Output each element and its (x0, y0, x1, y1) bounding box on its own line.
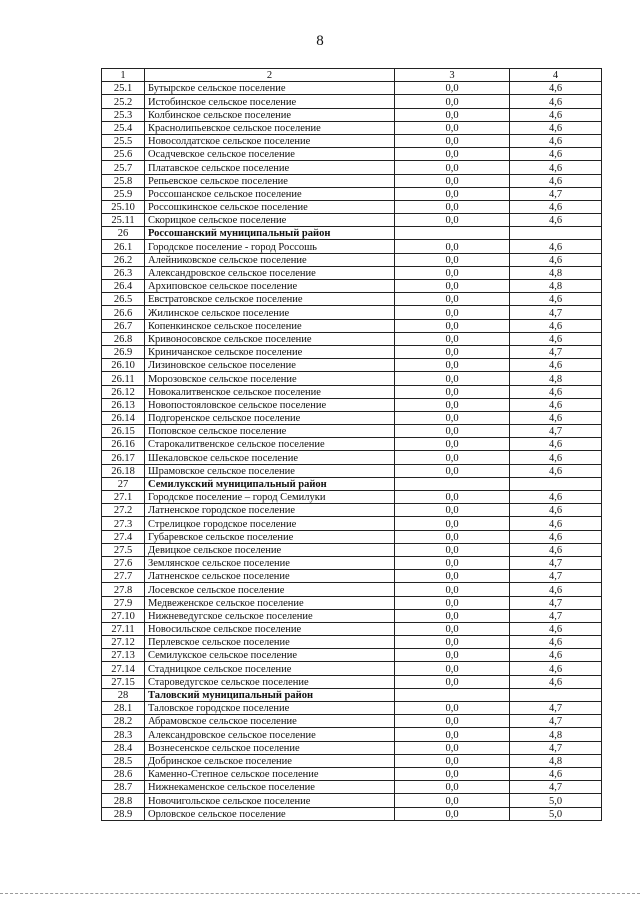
value-col-4: 4,6 (510, 530, 602, 543)
row-number: 26.11 (102, 372, 145, 385)
value-col-3: 0,0 (395, 781, 510, 794)
settlement-name: Копенкинское сельское поселение (145, 319, 395, 332)
value-col-4: 4,6 (510, 148, 602, 161)
header-row (102, 69, 602, 82)
row-number: 26.5 (102, 293, 145, 306)
row-number: 27.4 (102, 530, 145, 543)
table-row (102, 622, 602, 635)
value-col-3: 0,0 (395, 583, 510, 596)
value-col-3: 0,0 (395, 425, 510, 438)
row-number: 28.1 (102, 702, 145, 715)
settlement-name: Перлевское сельское поселение (145, 636, 395, 649)
row-number: 25.11 (102, 214, 145, 227)
row-number: 27.12 (102, 636, 145, 649)
row-number: 27.8 (102, 583, 145, 596)
table-row (102, 570, 602, 583)
value-col-4: 4,6 (510, 583, 602, 596)
value-col-3: 0,0 (395, 411, 510, 424)
row-number: 26.17 (102, 451, 145, 464)
table-row (102, 161, 602, 174)
value-col-4: 4,7 (510, 425, 602, 438)
settlement-name: Латненское городское поселение (145, 504, 395, 517)
table-row (102, 411, 602, 424)
settlement-name: Девицкое сельское поселение (145, 543, 395, 556)
settlement-name: Скорицкое сельское поселение (145, 214, 395, 227)
settlement-name: Платавское сельское поселение (145, 161, 395, 174)
table-row (102, 675, 602, 688)
settlement-name: Нижнекаменское сельское поселение (145, 781, 395, 794)
settlement-name: Подгоренское сельское поселение (145, 411, 395, 424)
row-number: 27.15 (102, 675, 145, 688)
settlement-name: Каменно-Степное сельское поселение (145, 767, 395, 780)
value-col-3: 0,0 (395, 359, 510, 372)
row-number: 27.11 (102, 622, 145, 635)
value-col-3: 0,0 (395, 767, 510, 780)
row-number: 27.2 (102, 504, 145, 517)
value-col-4: 4,6 (510, 504, 602, 517)
row-number: 26.16 (102, 438, 145, 451)
value-col-3: 0,0 (395, 491, 510, 504)
table-row (102, 372, 602, 385)
settlement-name: Добринское сельское поселение (145, 754, 395, 767)
table-row (102, 280, 602, 293)
value-col-3: 0,0 (395, 504, 510, 517)
settlement-name: Старокалитвенское сельское поселение (145, 438, 395, 451)
value-col-3: 0,0 (395, 438, 510, 451)
table-row (102, 702, 602, 715)
value-col-3: 0,0 (395, 530, 510, 543)
value-col-4: 4,6 (510, 767, 602, 780)
settlement-name: Истобинское сельское поселение (145, 95, 395, 108)
settlement-name: Новопостояловское сельское поселение (145, 398, 395, 411)
value-col-3: 0,0 (395, 161, 510, 174)
value-col-4: 4,6 (510, 108, 602, 121)
settlement-name: Губаревское сельское поселение (145, 530, 395, 543)
settlement-name: Александровское сельское поселение (145, 728, 395, 741)
value-col-3: 0,0 (395, 306, 510, 319)
value-col-4: 4,6 (510, 332, 602, 345)
row-number: 27.10 (102, 609, 145, 622)
value-col-3: 0,0 (395, 570, 510, 583)
value-col-4: 4,8 (510, 280, 602, 293)
settlement-name: Семилукский муниципальный район (145, 477, 395, 490)
district-row (102, 688, 602, 701)
value-col-4: 4,6 (510, 464, 602, 477)
table-row (102, 214, 602, 227)
value-col-4: 4,6 (510, 491, 602, 504)
value-col-3: 0,0 (395, 741, 510, 754)
row-number: 28.9 (102, 807, 145, 820)
settlement-name: Латненское сельское поселение (145, 570, 395, 583)
row-number: 28.3 (102, 728, 145, 741)
table-row (102, 596, 602, 609)
value-col-4: 4,6 (510, 253, 602, 266)
value-col-3: 0,0 (395, 649, 510, 662)
table-row (102, 332, 602, 345)
district-row (102, 477, 602, 490)
settlement-name: Россошанское сельское поселение (145, 187, 395, 200)
value-col-4 (510, 227, 602, 240)
row-number: 28.7 (102, 781, 145, 794)
row-number: 27.5 (102, 543, 145, 556)
value-col-3: 0,0 (395, 556, 510, 569)
table-row (102, 715, 602, 728)
row-number: 28.2 (102, 715, 145, 728)
value-col-3: 0,0 (395, 451, 510, 464)
settlement-name: Жилинское сельское поселение (145, 306, 395, 319)
row-number: 26.6 (102, 306, 145, 319)
row-number: 27.3 (102, 517, 145, 530)
table-row (102, 306, 602, 319)
table-row (102, 504, 602, 517)
table-row (102, 517, 602, 530)
value-col-4: 4,6 (510, 398, 602, 411)
value-col-4: 5,0 (510, 807, 602, 820)
value-col-3: 0,0 (395, 543, 510, 556)
header-col-3: 3 (395, 69, 510, 82)
value-col-4: 4,6 (510, 319, 602, 332)
settlement-name: Новосильское сельское поселение (145, 622, 395, 635)
settlement-name: Поповское сельское поселение (145, 425, 395, 438)
settlement-name: Новочигольское сельское поселение (145, 794, 395, 807)
table-row (102, 266, 602, 279)
value-col-4: 4,8 (510, 372, 602, 385)
value-col-3: 0,0 (395, 319, 510, 332)
settlement-name: Новокалитвенское сельское поселение (145, 385, 395, 398)
table-row (102, 345, 602, 358)
value-col-3: 0,0 (395, 675, 510, 688)
table-row (102, 636, 602, 649)
value-col-3: 0,0 (395, 715, 510, 728)
table-row (102, 187, 602, 200)
value-col-4: 4,6 (510, 411, 602, 424)
row-number: 26.7 (102, 319, 145, 332)
value-col-3: 0,0 (395, 95, 510, 108)
value-col-4: 4,6 (510, 385, 602, 398)
value-col-4: 4,8 (510, 728, 602, 741)
table-row (102, 781, 602, 794)
value-col-4: 4,6 (510, 636, 602, 649)
row-number: 27.1 (102, 491, 145, 504)
settlement-name: Осадчевское сельское поселение (145, 148, 395, 161)
row-number: 25.8 (102, 174, 145, 187)
row-number: 26 (102, 227, 145, 240)
row-number: 28.4 (102, 741, 145, 754)
table-row (102, 200, 602, 213)
table-row (102, 359, 602, 372)
settlement-name: Лосевское сельское поселение (145, 583, 395, 596)
settlement-name: Староведугское сельское поселение (145, 675, 395, 688)
value-col-4: 4,6 (510, 517, 602, 530)
value-col-4: 4,6 (510, 662, 602, 675)
value-col-4: 4,8 (510, 266, 602, 279)
row-number: 25.7 (102, 161, 145, 174)
table-row (102, 121, 602, 134)
row-number: 26.18 (102, 464, 145, 477)
settlement-name: Городское поселение – город Семилуки (145, 491, 395, 504)
value-col-3 (395, 227, 510, 240)
value-col-3: 0,0 (395, 622, 510, 635)
value-col-4: 4,6 (510, 622, 602, 635)
value-col-4 (510, 688, 602, 701)
row-number: 27.13 (102, 649, 145, 662)
table-row (102, 556, 602, 569)
settlement-name: Семилукское сельское поселение (145, 649, 395, 662)
row-number: 25.9 (102, 187, 145, 200)
value-col-4: 5,0 (510, 794, 602, 807)
table-row (102, 543, 602, 556)
value-col-4: 4,6 (510, 174, 602, 187)
table-row (102, 741, 602, 754)
value-col-4: 4,7 (510, 596, 602, 609)
settlement-name: Вознесенское сельское поселение (145, 741, 395, 754)
settlement-name: Новосолдатское сельское поселение (145, 134, 395, 147)
value-col-3: 0,0 (395, 807, 510, 820)
value-col-3 (395, 477, 510, 490)
value-col-3: 0,0 (395, 609, 510, 622)
settlement-name: Городское поселение - город Россошь (145, 240, 395, 253)
value-col-3: 0,0 (395, 794, 510, 807)
table-row (102, 728, 602, 741)
value-col-4: 4,7 (510, 187, 602, 200)
row-number: 25.10 (102, 200, 145, 213)
value-col-4: 4,6 (510, 675, 602, 688)
value-col-4: 4,6 (510, 240, 602, 253)
table-row (102, 583, 602, 596)
value-col-4: 4,6 (510, 134, 602, 147)
table-row (102, 491, 602, 504)
row-number: 26.14 (102, 411, 145, 424)
settlements-table (101, 68, 602, 821)
table-row (102, 293, 602, 306)
table-row (102, 609, 602, 622)
row-number: 25.6 (102, 148, 145, 161)
value-col-3: 0,0 (395, 214, 510, 227)
row-number: 25.2 (102, 95, 145, 108)
value-col-3: 0,0 (395, 253, 510, 266)
value-col-3: 0,0 (395, 293, 510, 306)
table-row (102, 794, 602, 807)
row-number: 26.2 (102, 253, 145, 266)
value-col-3: 0,0 (395, 266, 510, 279)
value-col-4: 4,8 (510, 754, 602, 767)
table-row (102, 451, 602, 464)
table-row (102, 649, 602, 662)
value-col-3: 0,0 (395, 240, 510, 253)
table-row (102, 148, 602, 161)
value-col-4: 4,6 (510, 359, 602, 372)
value-col-3: 0,0 (395, 464, 510, 477)
value-col-4: 4,7 (510, 570, 602, 583)
settlement-name: Шрамовское сельское поселение (145, 464, 395, 477)
value-col-3: 0,0 (395, 108, 510, 121)
settlement-name: Таловский муниципальный район (145, 688, 395, 701)
value-col-3: 0,0 (395, 636, 510, 649)
header-col-1: 1 (102, 69, 145, 82)
value-col-3: 0,0 (395, 754, 510, 767)
value-col-4: 4,7 (510, 306, 602, 319)
settlement-name: Морозовское сельское поселение (145, 372, 395, 385)
value-col-4: 4,6 (510, 438, 602, 451)
row-number: 27.6 (102, 556, 145, 569)
value-col-4: 4,7 (510, 781, 602, 794)
row-number: 26.3 (102, 266, 145, 279)
settlement-name: Абрамовское сельское поселение (145, 715, 395, 728)
row-number: 28.8 (102, 794, 145, 807)
row-number: 27.7 (102, 570, 145, 583)
value-col-3: 0,0 (395, 662, 510, 675)
value-col-3: 0,0 (395, 517, 510, 530)
settlement-name: Александровское сельское поселение (145, 266, 395, 279)
table-row (102, 82, 602, 95)
value-col-4: 4,6 (510, 161, 602, 174)
table-row (102, 319, 602, 332)
value-col-3: 0,0 (395, 398, 510, 411)
settlement-name: Орловское сельское поселение (145, 807, 395, 820)
settlement-name: Лизиновское сельское поселение (145, 359, 395, 372)
settlement-name: Евстратовское сельское поселение (145, 293, 395, 306)
header-col-2: 2 (145, 69, 395, 82)
value-col-3: 0,0 (395, 121, 510, 134)
settlement-name: Стрелицкое городское поселение (145, 517, 395, 530)
district-row (102, 227, 602, 240)
value-col-4: 4,6 (510, 95, 602, 108)
value-col-3 (395, 688, 510, 701)
value-col-4: 4,6 (510, 200, 602, 213)
row-number: 25.4 (102, 121, 145, 134)
table-row (102, 662, 602, 675)
value-col-3: 0,0 (395, 134, 510, 147)
table-row (102, 240, 602, 253)
value-col-3: 0,0 (395, 728, 510, 741)
row-number: 28.6 (102, 767, 145, 780)
value-col-3: 0,0 (395, 148, 510, 161)
value-col-4: 4,6 (510, 214, 602, 227)
row-number: 26.10 (102, 359, 145, 372)
settlement-name: Алейниковское сельское поселение (145, 253, 395, 266)
settlement-name: Кривоносовское сельское поселение (145, 332, 395, 345)
row-number: 27 (102, 477, 145, 490)
value-col-4: 4,7 (510, 556, 602, 569)
row-number: 26.15 (102, 425, 145, 438)
header-col-4: 4 (510, 69, 602, 82)
row-number: 28 (102, 688, 145, 701)
value-col-3: 0,0 (395, 372, 510, 385)
value-col-4: 4,7 (510, 702, 602, 715)
table-row (102, 767, 602, 780)
value-col-3: 0,0 (395, 702, 510, 715)
table-row (102, 425, 602, 438)
settlement-name: Репьевское сельское поселение (145, 174, 395, 187)
settlement-name: Архиповское сельское поселение (145, 280, 395, 293)
value-col-3: 0,0 (395, 332, 510, 345)
settlement-name: Шекаловское сельское поселение (145, 451, 395, 464)
value-col-4 (510, 477, 602, 490)
table-row (102, 530, 602, 543)
row-number: 26.13 (102, 398, 145, 411)
table-row (102, 398, 602, 411)
settlement-name: Криничанское сельское поселение (145, 345, 395, 358)
table-row (102, 134, 602, 147)
value-col-3: 0,0 (395, 280, 510, 293)
value-col-4: 4,7 (510, 609, 602, 622)
table-row (102, 253, 602, 266)
row-number: 27.14 (102, 662, 145, 675)
table-row (102, 807, 602, 820)
table-row (102, 464, 602, 477)
value-col-3: 0,0 (395, 187, 510, 200)
settlement-name: Медвеженское сельское поселение (145, 596, 395, 609)
page-number: 8 (316, 33, 324, 49)
row-number: 27.9 (102, 596, 145, 609)
value-col-4: 4,7 (510, 345, 602, 358)
settlement-name: Нижневедугское сельское поселение (145, 609, 395, 622)
row-number: 26.1 (102, 240, 145, 253)
table-body (102, 69, 602, 821)
value-col-3: 0,0 (395, 82, 510, 95)
row-number: 26.12 (102, 385, 145, 398)
value-col-3: 0,0 (395, 200, 510, 213)
value-col-3: 0,0 (395, 174, 510, 187)
row-number: 26.8 (102, 332, 145, 345)
value-col-4: 4,6 (510, 82, 602, 95)
row-number: 28.5 (102, 754, 145, 767)
table-row (102, 438, 602, 451)
table-row (102, 108, 602, 121)
value-col-4: 4,7 (510, 741, 602, 754)
settlement-name: Стадницкое сельское поселение (145, 662, 395, 675)
value-col-4: 4,6 (510, 121, 602, 134)
settlement-name: Бутырское сельское поселение (145, 82, 395, 95)
row-number: 25.5 (102, 134, 145, 147)
row-number: 25.1 (102, 82, 145, 95)
settlement-name: Землянское сельское поселение (145, 556, 395, 569)
row-number: 26.9 (102, 345, 145, 358)
row-number: 26.4 (102, 280, 145, 293)
row-number: 25.3 (102, 108, 145, 121)
table-row (102, 174, 602, 187)
value-col-3: 0,0 (395, 345, 510, 358)
table-row (102, 95, 602, 108)
settlement-name: Краснолипьевское сельское поселение (145, 121, 395, 134)
value-col-3: 0,0 (395, 385, 510, 398)
value-col-4: 4,6 (510, 451, 602, 464)
page-bottom-rule (0, 893, 640, 894)
table-row (102, 385, 602, 398)
value-col-4: 4,7 (510, 715, 602, 728)
table-row (102, 754, 602, 767)
settlement-name: Россошкинское сельское поселение (145, 200, 395, 213)
value-col-4: 4,6 (510, 649, 602, 662)
value-col-3: 0,0 (395, 596, 510, 609)
settlement-name: Колбинское сельское поселение (145, 108, 395, 121)
value-col-4: 4,6 (510, 543, 602, 556)
value-col-4: 4,6 (510, 293, 602, 306)
settlement-name: Россошанский муниципальный район (145, 227, 395, 240)
settlement-name: Таловское городское поселение (145, 702, 395, 715)
